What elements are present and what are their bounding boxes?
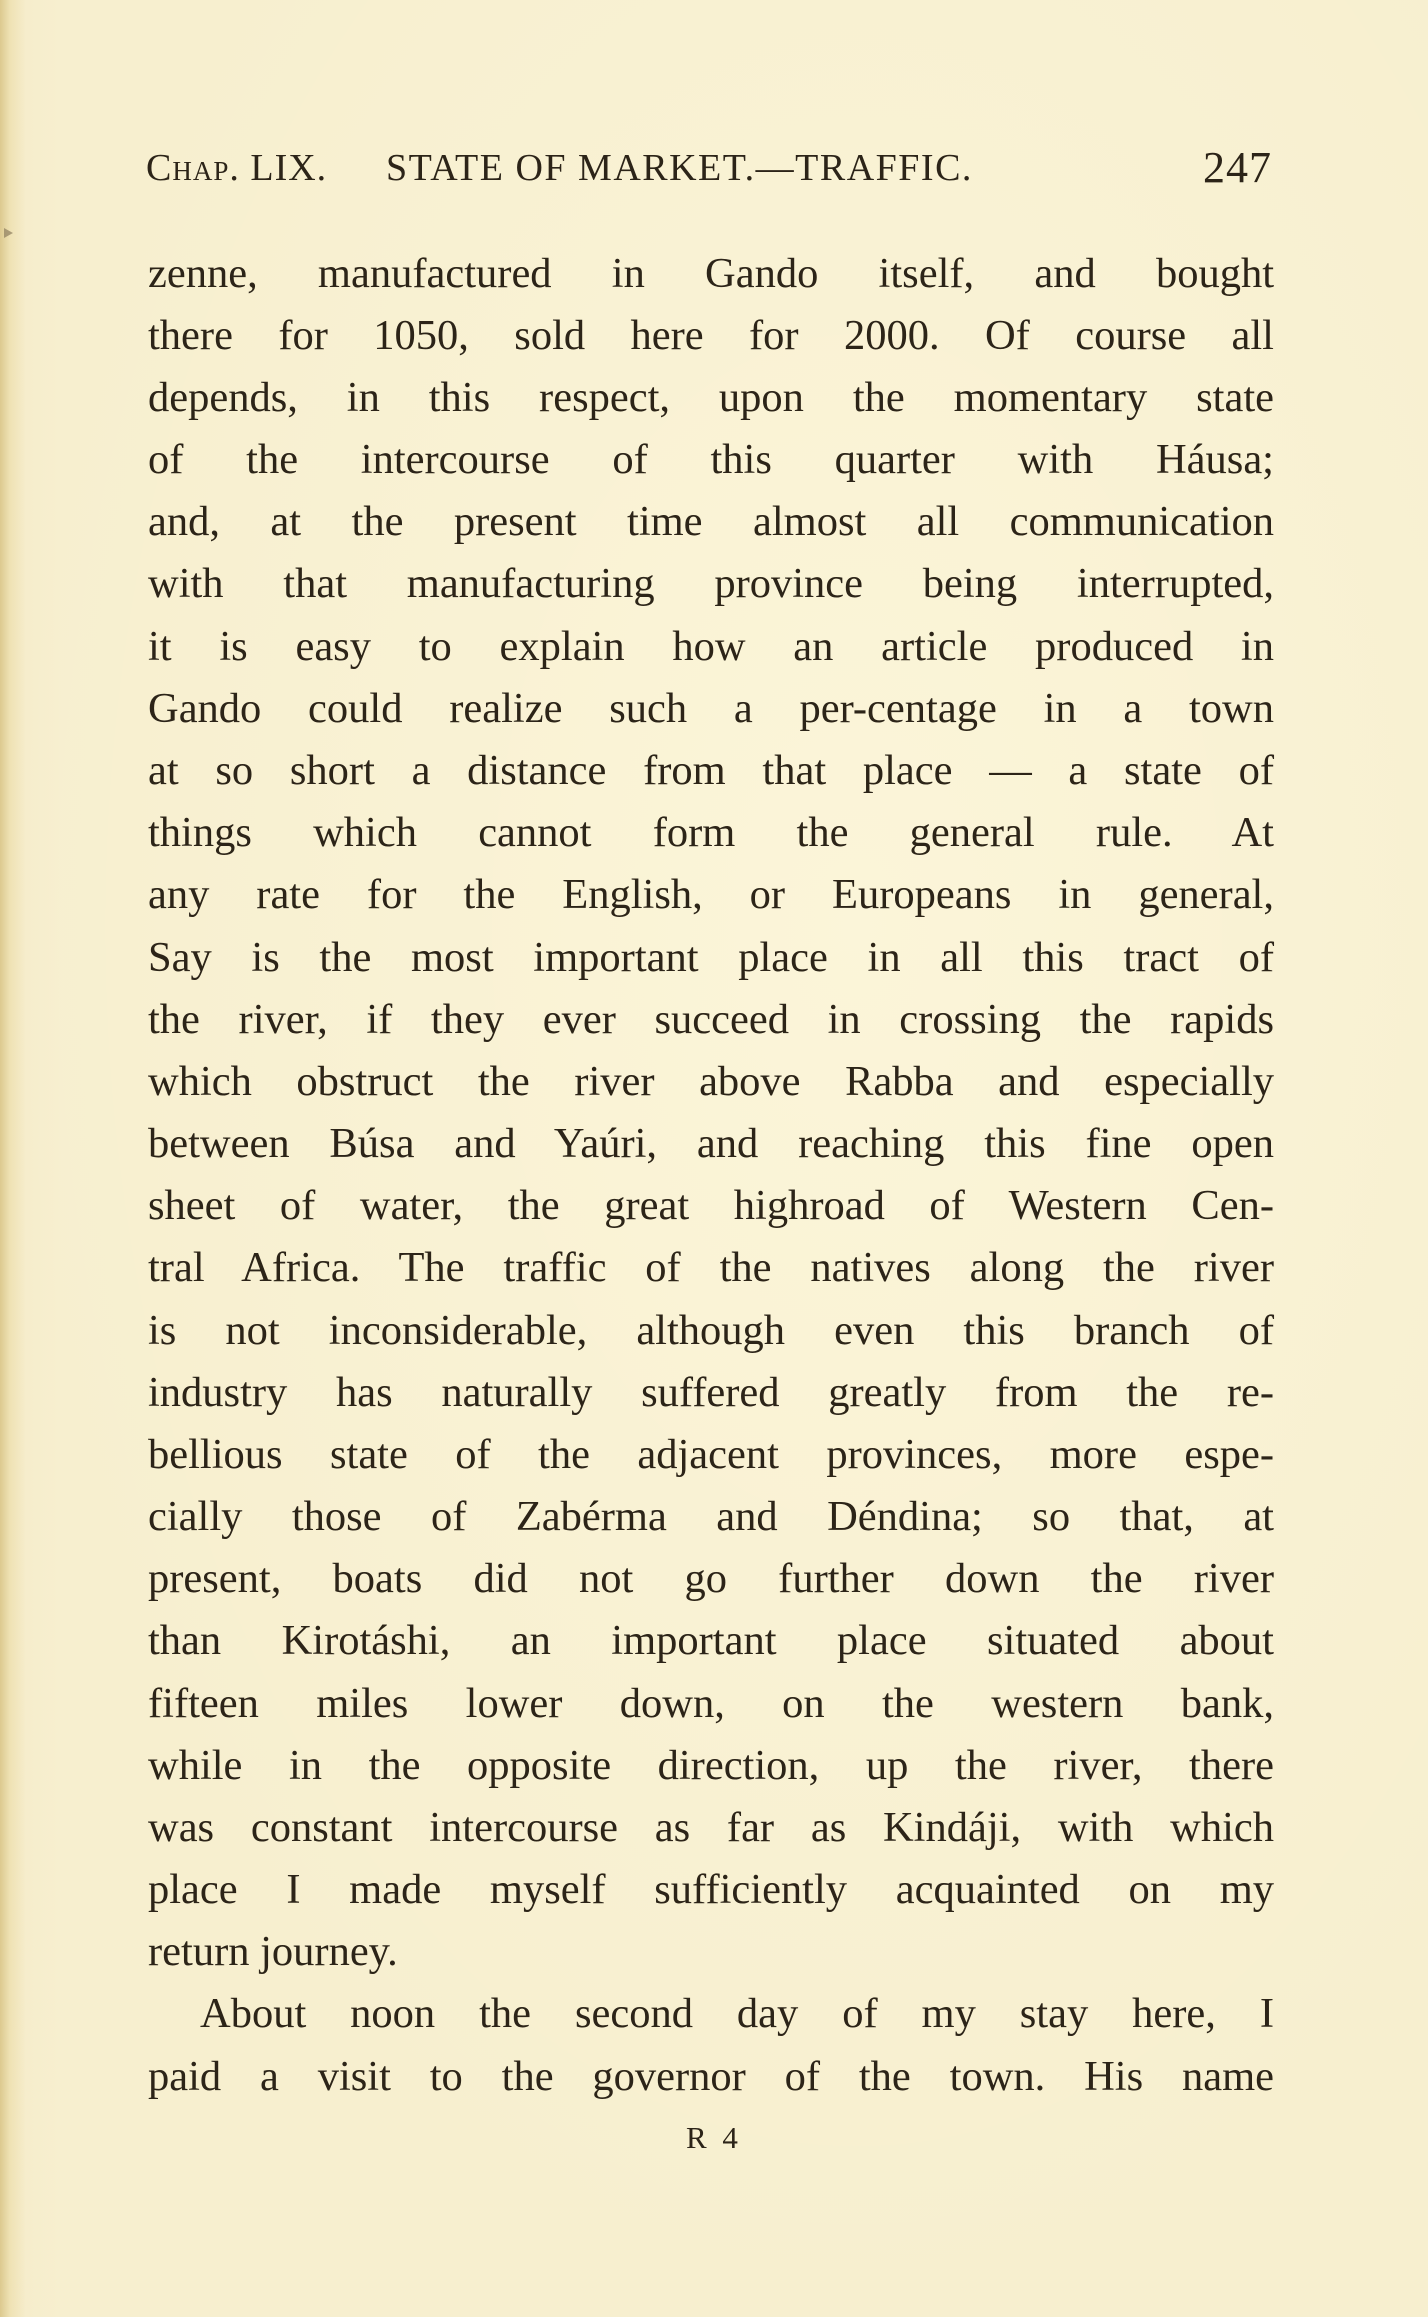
text-line: there for 1050, sold here for 2000. Of course all (148, 312, 1274, 359)
text-line: Say is the most important place in all this tract of (148, 934, 1274, 981)
text-line: which obstruct the river above Rabba and especially (148, 1058, 1274, 1105)
text-line: paid a visit to the governor of the town. His name (148, 2053, 1274, 2100)
chapter-label: Chap. LIX. (146, 147, 328, 189)
text-line: zenne, manufactured in Gando itself, and bought (148, 250, 1274, 297)
text-line: at so short a distance from that place — a state of (148, 747, 1274, 794)
text-line: the river, if they ever succeed in crossing the rapids (148, 996, 1274, 1043)
running-head (146, 143, 1276, 196)
text-line: tral Africa. The traffic of the natives along the river (148, 1244, 1274, 1291)
text-line: with that manufacturing province being interrupted, (148, 560, 1274, 607)
text-line: cially those of Zabérma and Déndina; so that, at (148, 1493, 1274, 1540)
text-line: than Kirotáshi, an important place situated about (148, 1617, 1274, 1664)
text-line: fifteen miles lower down, on the western bank, (148, 1680, 1274, 1727)
text-line: present, boats did not go further down the river (148, 1555, 1274, 1602)
text-line: place I made myself sufficiently acquainted on my (148, 1866, 1274, 1913)
text-line: bellious state of the adjacent provinces, more espe- (148, 1431, 1274, 1478)
text-line: was constant intercourse as far as Kindáji, with which (148, 1804, 1274, 1851)
text-line: any rate for the English, or Europeans in general, (148, 871, 1274, 918)
binding-margin-mark (4, 228, 13, 238)
text-line: is not inconsiderable, although even this branch of (148, 1307, 1274, 1354)
text-line: between Búsa and Yaúri, and reaching this fine open (148, 1120, 1274, 1167)
text-line: it is easy to explain how an article produced in (148, 623, 1274, 670)
text-line: and, at the present time almost all communication (148, 498, 1274, 545)
running-title: STATE OF MARKET.—TRAFFIC. (386, 147, 973, 189)
text-line: return journey. (148, 1928, 398, 1975)
text-line: depends, in this respect, upon the momentary state (148, 374, 1274, 421)
text-line: while in the opposite direction, up the river, there (148, 1742, 1274, 1789)
text-line: sheet of water, the great highroad of Western Cen- (148, 1182, 1274, 1229)
text-line: industry has naturally suffered greatly from the re- (148, 1369, 1274, 1416)
text-line: About noon the second day of my stay here, I (200, 1990, 1274, 2037)
signature-mark: R 4 (686, 2120, 742, 2155)
text-line: things which cannot form the general rule. At (148, 809, 1274, 856)
text-line: of the intercourse of this quarter with Háusa; (148, 436, 1274, 483)
page-number: 247 (1203, 143, 1272, 192)
text-line: Gando could realize such a per-centage in a town (148, 685, 1274, 732)
